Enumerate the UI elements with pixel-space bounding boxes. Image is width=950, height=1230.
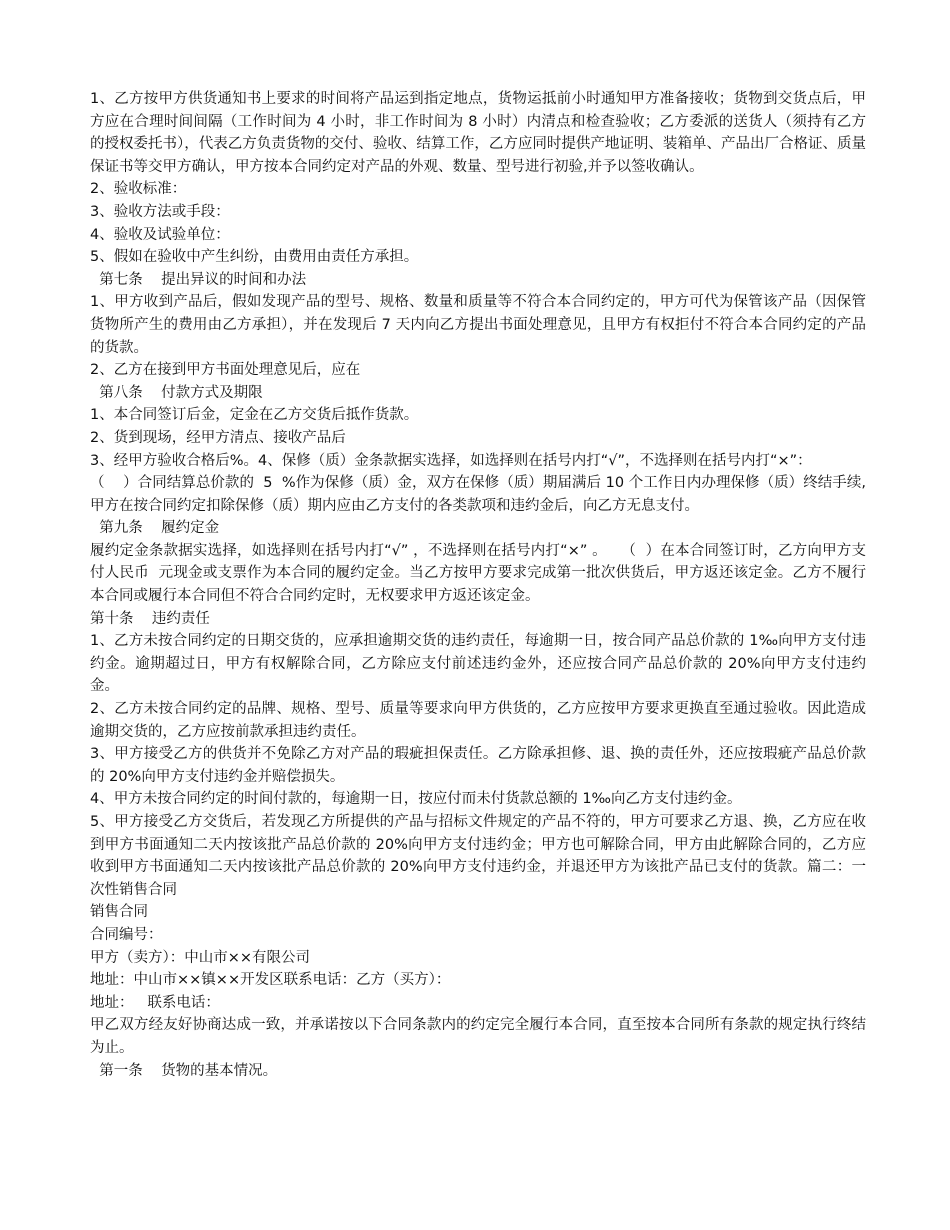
- section-heading-article-9: 第九条 履约定金: [90, 520, 220, 537]
- breach-clause-5: 5、甲方接受乙方交货后，若发现乙方所提供的产品与招标文件规定的产品不符的，甲方可要求乙方退、换，乙方应在收到甲方书面通知二天内按该批产品总价款的 20%向甲方支付违约金；甲方也可解除合同，甲方由此解除合同的，乙方应收到甲方书面通知二天内按该批产品总价款的 20%向甲方支付违约金，并退还甲方为该批产品已支付的货款。篇二：一次性销售合同: [90, 814, 866, 898]
- breach-clause-2: 2、乙方未按合同约定的品牌、规格、型号、质量等要求向甲方供货的，乙方应按甲方要求更换直至通过验收。因此造成逾期交货的，乙方应按前款承担违约责任。: [90, 701, 866, 740]
- document-body: [90, 88, 866, 1082]
- objection-clause-2: 2、乙方在接到甲方书面处理意见后，应在: [90, 362, 361, 379]
- party-a-line: 甲方（卖方）：中山市××有限公司: [90, 949, 311, 966]
- address-contact-line-1: 地址：中山市××镇××开发区联系电话：乙方（买方）：: [90, 972, 451, 989]
- warranty-deposit-clause: （ ）合同结算总价款的 5 %作为保修（质）金，双方在保修（质）期届满后 10 个工作日内办理保修（质）终结手续,甲方在按合同约定扣除保修（质）期内应由乙方支付的各类款项和违约金后，向乙方无息支付。: [90, 475, 866, 514]
- contract-number-label: 合同编号：: [90, 926, 163, 943]
- acceptance-method: 3、验收方法或手段：: [90, 203, 230, 220]
- section-heading-article-8: 第八条 付款方式及期限: [90, 384, 263, 401]
- breach-clause-1: 1、乙方未按合同约定的日期交货的，应承担逾期交货的违约责任，每逾期一日，按合同产品总价款的 1‰向甲方支付违约金。逾期超过日，甲方有权解除合同，乙方除应支付前述违约金外，还应按合同产品总价款的 20%向甲方支付违约金。: [90, 633, 866, 695]
- section-heading-article-10: 第十条 违约责任: [90, 610, 210, 627]
- sales-contract-title: 销售合同: [90, 904, 148, 921]
- payment-clause-3: 3、经甲方验收合格后%。4、保修（质）金条款据实选择，如选择则在括号内打“√”，不选择则在括号内打“×”：: [90, 452, 812, 469]
- payment-clause-1: 1、本合同签订后金，定金在乙方交货后抵作货款。: [90, 407, 419, 424]
- acceptance-standard: 2、验收标准：: [90, 181, 187, 198]
- objection-clause-1: 1、甲方收到产品后，假如发现产品的型号、规格、数量和质量等不符合本合同约定的，甲方可代为保管该产品（因保管货物所产生的费用由乙方承担），并在发现后 7 天内向乙方提出书面处理意见，且甲方有权拒付不符合本合同约定的产品的货款。: [90, 294, 866, 356]
- agreement-preamble: 甲乙双方经友好协商达成一致，并承诺按以下合同条款内的约定完全履行本合同，直至按本合同所有条款的规定执行终结为止。: [90, 1017, 866, 1056]
- performance-deposit-clause: 履约定金条款据实选择，如选择则在括号内打“√” ，不选择则在括号内打“×” 。 （ ）在本合同签订时，乙方向甲方支付人民币 元现金或支票作为本合同的履约定金。当乙方按甲方要求完成第一批次供货后，甲方返还该定金。乙方不履行本合同或履行本合同但不符合合同约定时，无权要求甲方返还该定金。: [90, 542, 866, 605]
- section-heading-article-1: 第一条 货物的基本情况。: [90, 1062, 278, 1079]
- breach-clause-4: 4、甲方未按合同约定的时间付款的，每逾期一日，按应付而未付货款总额的 1‰向乙方支付违约金。: [90, 791, 742, 808]
- breach-clause-3: 3、甲方接受乙方的供货并不免除乙方对产品的瑕疵担保责任。乙方除承担修、退、换的责任外，还应按瑕疵产品总价款的 20%向甲方支付违约金并赔偿损失。: [90, 746, 866, 785]
- clause-delivery-inspection: 1、乙方按甲方供货通知书上要求的时间将产品运到指定地点，货物运抵前小时通知甲方准备接收；货物到交货点后，甲方应在合理时间间隔（工作时间为 4 小时，非工作时间为 8 小时）内清点和检查验收；乙方委派的送货人（须持有乙方的授权委托书），代表乙方负责货物的交付、验收、结算工作，乙方应同时提供产地证明、装箱单、产品出厂合格证、质量保证书等交甲方确认，甲方按本合同约定对产品的外观、数量、型号进行初验,并予以签收确认。: [90, 91, 866, 175]
- address-contact-line-2: 地址： 联系电话：: [90, 994, 220, 1011]
- acceptance-testing-unit: 4、验收及试验单位：: [90, 226, 230, 243]
- section-heading-article-7: 第七条 提出异议的时间和办法: [90, 271, 307, 288]
- dispute-cost-clause: 5、假如在验收中产生纠纷，由费用由责任方承担。: [90, 249, 419, 266]
- payment-clause-2: 2、货到现场，经甲方清点、接收产品后: [90, 429, 346, 446]
